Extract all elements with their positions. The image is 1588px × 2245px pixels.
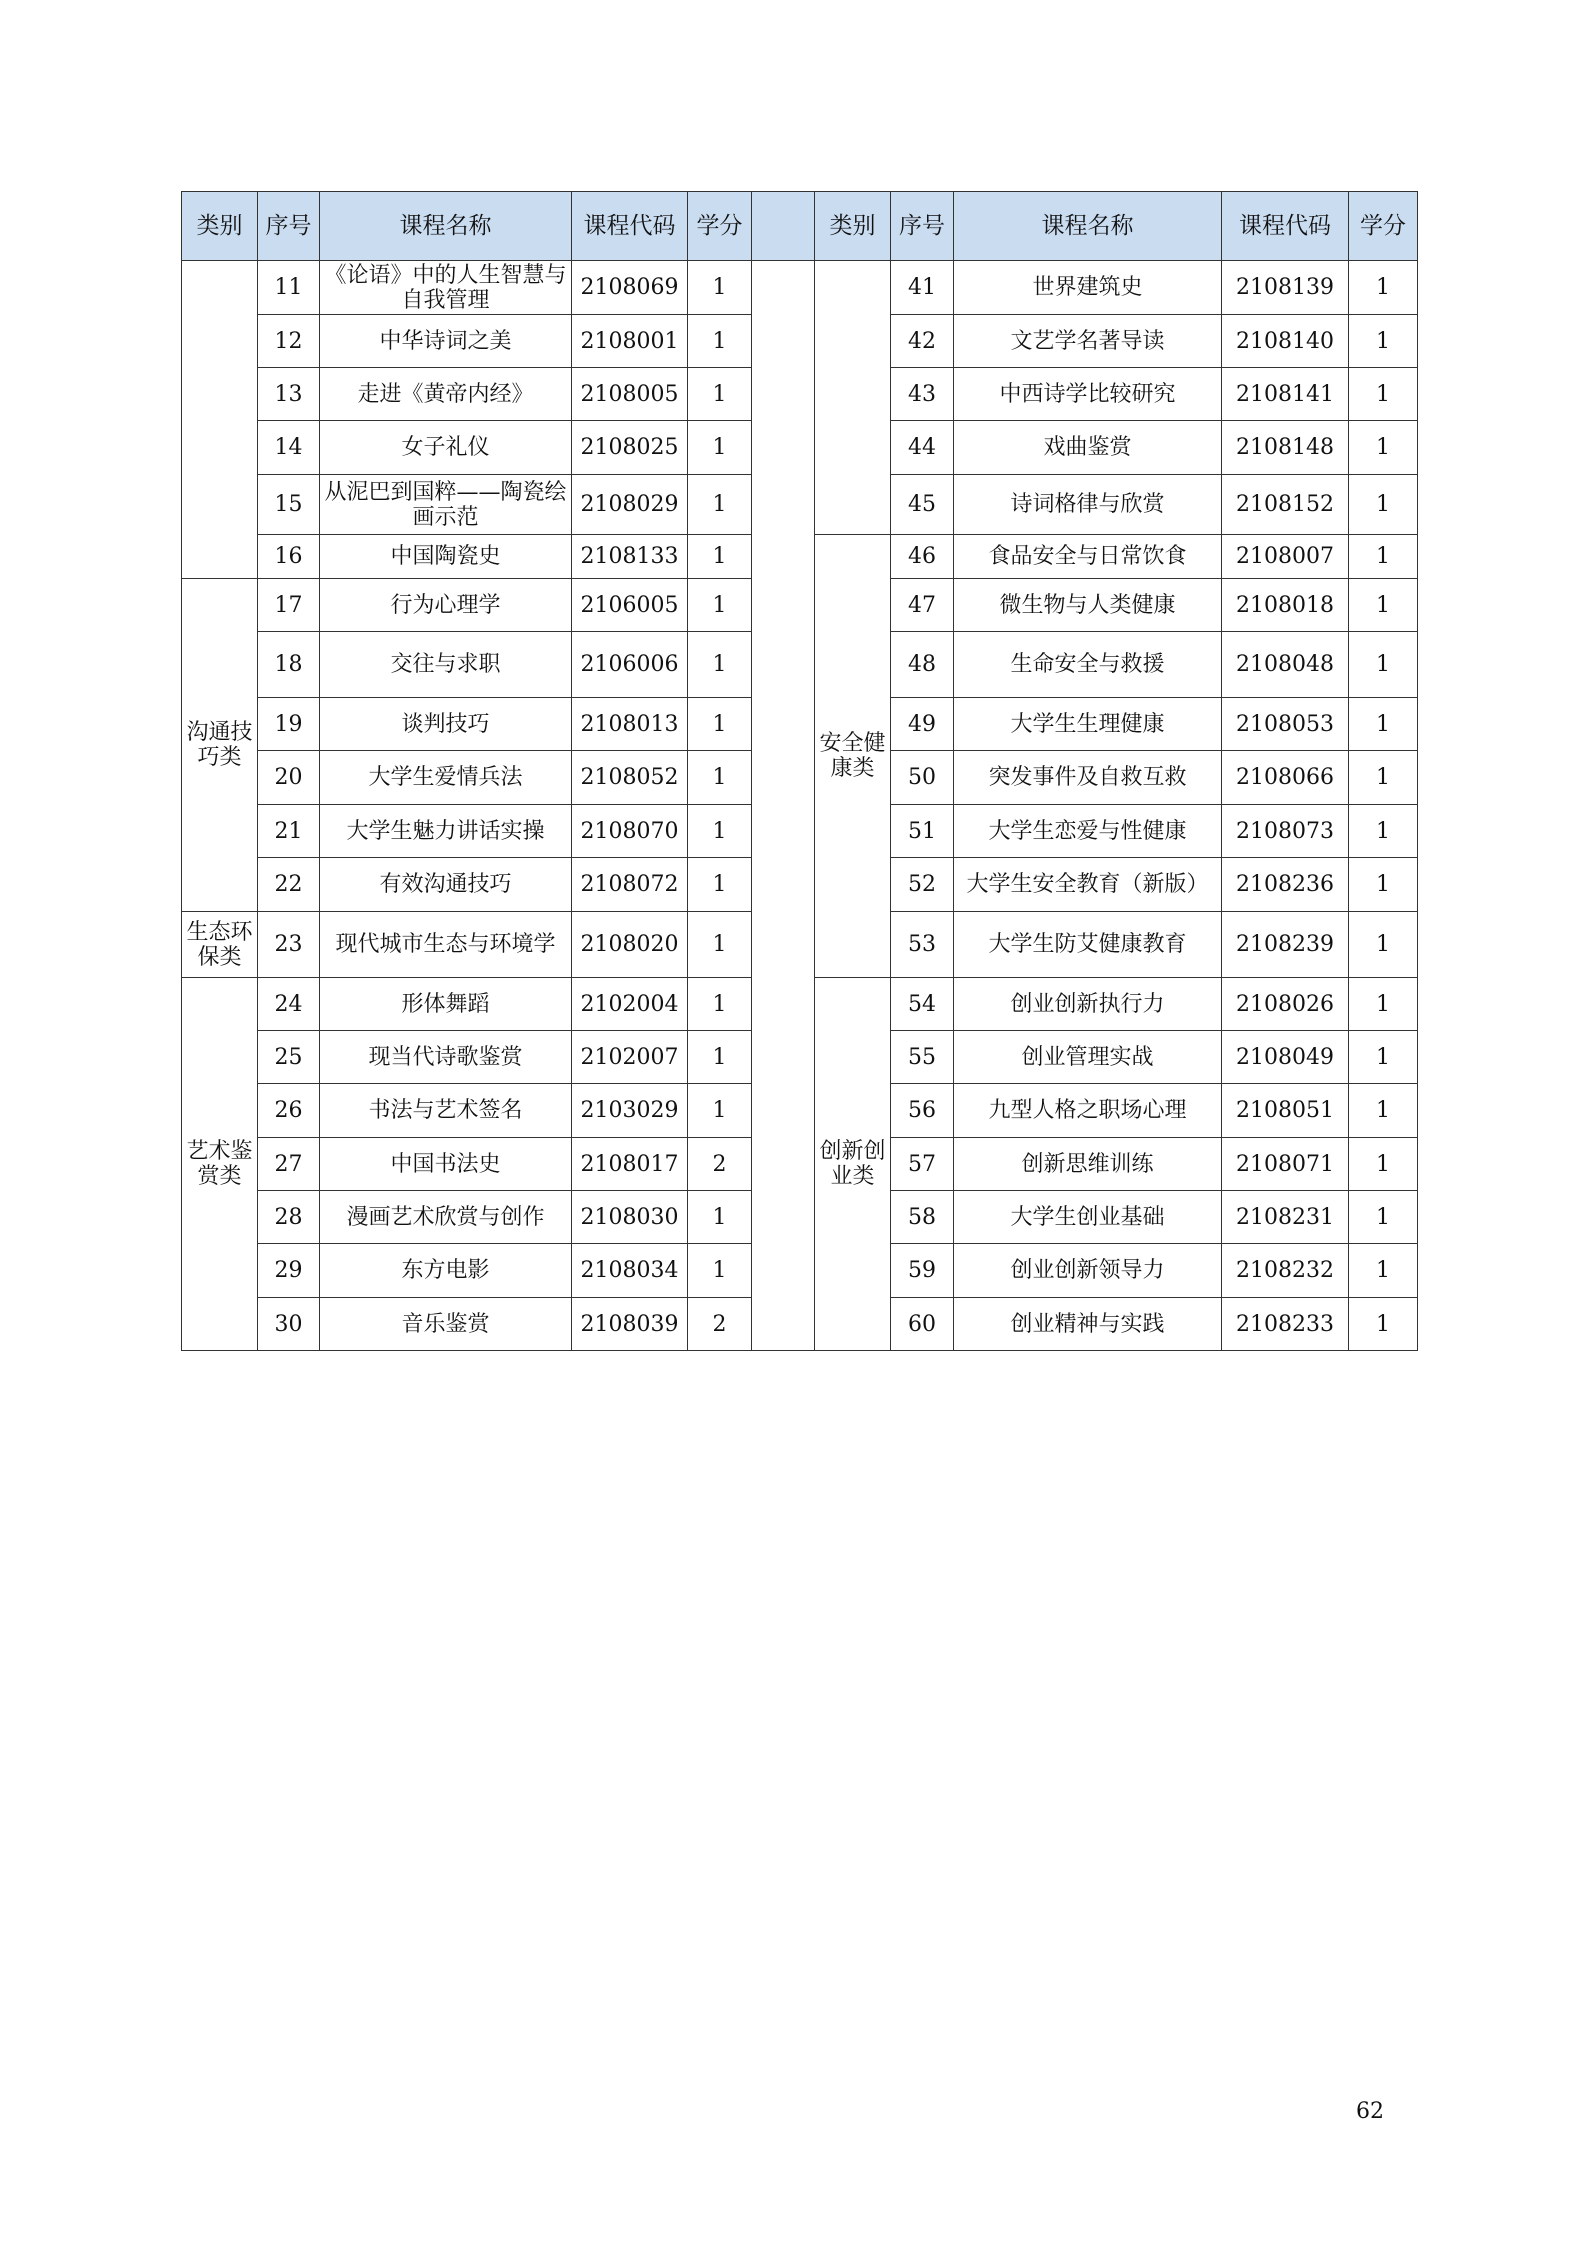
header-category: 类别 [815, 192, 891, 261]
course-number: 27 [258, 1138, 320, 1191]
course-code: 2108239 [1222, 912, 1349, 978]
course-number: 51 [891, 805, 954, 858]
category-safety: 安全健康类 [815, 535, 891, 978]
course-number: 58 [891, 1191, 954, 1244]
course-number: 57 [891, 1138, 954, 1191]
course-number: 15 [258, 475, 320, 535]
course-number: 56 [891, 1084, 954, 1138]
course-code: 2102004 [572, 978, 688, 1031]
course-name: 食品安全与日常饮食 [954, 535, 1222, 579]
course-code: 2108141 [1222, 368, 1349, 421]
header-seq: 序号 [258, 192, 320, 261]
course-number: 43 [891, 368, 954, 421]
course-number: 41 [891, 261, 954, 315]
course-credit: 1 [688, 475, 752, 535]
header-name: 课程名称 [954, 192, 1222, 261]
course-credit: 1 [1349, 1031, 1418, 1084]
course-code: 2108072 [572, 858, 688, 912]
course-credit: 1 [688, 632, 752, 698]
course-number: 12 [258, 315, 320, 368]
course-number: 28 [258, 1191, 320, 1244]
course-number: 13 [258, 368, 320, 421]
course-credit: 1 [688, 978, 752, 1031]
header-seq: 序号 [891, 192, 954, 261]
category-communication: 沟通技巧类 [182, 579, 258, 912]
course-code: 2108030 [572, 1191, 688, 1244]
course-code: 2108232 [1222, 1244, 1349, 1298]
course-code: 2108231 [1222, 1191, 1349, 1244]
course-name: 形体舞蹈 [320, 978, 572, 1031]
course-number: 21 [258, 805, 320, 858]
course-code: 2102007 [572, 1031, 688, 1084]
course-credit: 1 [1349, 1084, 1418, 1138]
course-name: 现当代诗歌鉴赏 [320, 1031, 572, 1084]
course-code: 2108233 [1222, 1298, 1349, 1351]
course-credit: 1 [688, 1031, 752, 1084]
course-name: 大学生恋爱与性健康 [954, 805, 1222, 858]
course-credit: 1 [688, 579, 752, 632]
course-credit: 1 [688, 751, 752, 805]
course-code: 2108053 [1222, 698, 1349, 751]
course-credit: 1 [688, 698, 752, 751]
course-code: 2108140 [1222, 315, 1349, 368]
course-credit: 1 [1349, 978, 1418, 1031]
page-number: 62 [1356, 2099, 1384, 2124]
course-name: 现代城市生态与环境学 [320, 912, 572, 978]
course-code: 2106006 [572, 632, 688, 698]
course-credit: 1 [1349, 1298, 1418, 1351]
course-credit: 1 [688, 315, 752, 368]
table-gap [752, 261, 815, 1351]
course-credit: 1 [1349, 805, 1418, 858]
course-code: 2108070 [572, 805, 688, 858]
course-number: 26 [258, 1084, 320, 1138]
header-code: 课程代码 [1222, 192, 1349, 261]
course-credit: 1 [1349, 421, 1418, 475]
course-credit: 1 [688, 421, 752, 475]
course-name: 九型人格之职场心理 [954, 1084, 1222, 1138]
course-name: 创业创新领导力 [954, 1244, 1222, 1298]
course-code: 2108073 [1222, 805, 1349, 858]
course-code: 2108152 [1222, 475, 1349, 535]
course-name: 女子礼仪 [320, 421, 572, 475]
course-name: 创新思维训练 [954, 1138, 1222, 1191]
course-code: 2108148 [1222, 421, 1349, 475]
course-code: 2108049 [1222, 1031, 1349, 1084]
course-credit: 1 [1349, 579, 1418, 632]
course-credit: 2 [688, 1138, 752, 1191]
course-number: 52 [891, 858, 954, 912]
course-code: 2108039 [572, 1298, 688, 1351]
course-code: 2108139 [1222, 261, 1349, 315]
course-credit: 1 [1349, 1191, 1418, 1244]
course-number: 22 [258, 858, 320, 912]
course-name: 书法与艺术签名 [320, 1084, 572, 1138]
course-name: 微生物与人类健康 [954, 579, 1222, 632]
course-code: 2108071 [1222, 1138, 1349, 1191]
course-code: 2108069 [572, 261, 688, 315]
course-name: 世界建筑史 [954, 261, 1222, 315]
category-art: 艺术鉴赏类 [182, 978, 258, 1351]
course-name: 戏曲鉴赏 [954, 421, 1222, 475]
course-credit: 1 [1349, 858, 1418, 912]
course-code: 2108051 [1222, 1084, 1349, 1138]
course-name: 生命安全与救援 [954, 632, 1222, 698]
course-name: 中国书法史 [320, 1138, 572, 1191]
course-name: 创业创新执行力 [954, 978, 1222, 1031]
course-number: 45 [891, 475, 954, 535]
course-number: 11 [258, 261, 320, 315]
course-credit: 1 [688, 1191, 752, 1244]
course-number: 24 [258, 978, 320, 1031]
header-credit: 学分 [688, 192, 752, 261]
course-name: 有效沟通技巧 [320, 858, 572, 912]
course-number: 59 [891, 1244, 954, 1298]
course-credit: 1 [1349, 698, 1418, 751]
course-code: 2108005 [572, 368, 688, 421]
table-row [182, 261, 1418, 315]
course-number: 55 [891, 1031, 954, 1084]
course-name: 大学生安全教育（新版） [954, 858, 1222, 912]
course-name: 诗词格律与欣赏 [954, 475, 1222, 535]
course-code: 2108066 [1222, 751, 1349, 805]
header-code: 课程代码 [572, 192, 688, 261]
header-gap [752, 192, 815, 261]
course-number: 49 [891, 698, 954, 751]
course-code: 2106005 [572, 579, 688, 632]
course-code: 2108034 [572, 1244, 688, 1298]
course-name: 行为心理学 [320, 579, 572, 632]
category-innovation: 创新创业类 [815, 978, 891, 1351]
course-name: 中华诗词之美 [320, 315, 572, 368]
course-name: 大学生防艾健康教育 [954, 912, 1222, 978]
course-credit: 1 [1349, 912, 1418, 978]
course-name: 从泥巴到国粹——陶瓷绘画示范 [320, 475, 572, 535]
course-number: 25 [258, 1031, 320, 1084]
course-number: 23 [258, 912, 320, 978]
course-code: 2108026 [1222, 978, 1349, 1031]
course-name: 交往与求职 [320, 632, 572, 698]
course-name: 大学生生理健康 [954, 698, 1222, 751]
course-number: 47 [891, 579, 954, 632]
category-eco: 生态环保类 [182, 912, 258, 978]
course-number: 50 [891, 751, 954, 805]
course-credit: 1 [1349, 1138, 1418, 1191]
course-number: 20 [258, 751, 320, 805]
course-name: 谈判技巧 [320, 698, 572, 751]
course-name: 大学生魅力讲话实操 [320, 805, 572, 858]
course-credit: 1 [688, 1084, 752, 1138]
course-code: 2108013 [572, 698, 688, 751]
header-row [182, 192, 1418, 261]
course-name: 音乐鉴赏 [320, 1298, 572, 1351]
course-credit: 1 [688, 912, 752, 978]
course-credit: 2 [688, 1298, 752, 1351]
course-code: 2108007 [1222, 535, 1349, 579]
course-number: 17 [258, 579, 320, 632]
course-credit: 1 [1349, 751, 1418, 805]
course-name: 大学生爱情兵法 [320, 751, 572, 805]
course-code: 2108020 [572, 912, 688, 978]
course-number: 16 [258, 535, 320, 579]
course-name: 大学生创业基础 [954, 1191, 1222, 1244]
course-number: 53 [891, 912, 954, 978]
course-name: 走进《黄帝内经》 [320, 368, 572, 421]
course-code: 2108133 [572, 535, 688, 579]
course-name: 文艺学名著导读 [954, 315, 1222, 368]
course-name: 《论语》中的人生智慧与自我管理 [320, 261, 572, 315]
course-credit: 1 [688, 535, 752, 579]
course-code: 2108001 [572, 315, 688, 368]
course-number: 54 [891, 978, 954, 1031]
course-code: 2108052 [572, 751, 688, 805]
course-name: 突发事件及自救互救 [954, 751, 1222, 805]
category-cell-empty [182, 261, 258, 579]
course-number: 60 [891, 1298, 954, 1351]
course-credit: 1 [688, 858, 752, 912]
course-number: 46 [891, 535, 954, 579]
course-code: 2108025 [572, 421, 688, 475]
course-number: 29 [258, 1244, 320, 1298]
course-credit: 1 [1349, 475, 1418, 535]
course-number: 18 [258, 632, 320, 698]
course-code: 2108029 [572, 475, 688, 535]
header-name: 课程名称 [320, 192, 572, 261]
course-credit: 1 [688, 805, 752, 858]
category-cell-empty [815, 261, 891, 535]
course-credit: 1 [688, 368, 752, 421]
course-credit: 1 [1349, 632, 1418, 698]
course-table [181, 191, 1418, 1351]
course-credit: 1 [1349, 315, 1418, 368]
course-number: 42 [891, 315, 954, 368]
header-credit: 学分 [1349, 192, 1418, 261]
course-code: 2108236 [1222, 858, 1349, 912]
course-number: 19 [258, 698, 320, 751]
course-credit: 1 [688, 1244, 752, 1298]
course-code: 2108017 [572, 1138, 688, 1191]
course-name: 漫画艺术欣赏与创作 [320, 1191, 572, 1244]
course-credit: 1 [1349, 1244, 1418, 1298]
course-number: 14 [258, 421, 320, 475]
course-number: 30 [258, 1298, 320, 1351]
header-category: 类别 [182, 192, 258, 261]
course-number: 44 [891, 421, 954, 475]
course-code: 2108048 [1222, 632, 1349, 698]
course-name: 中国陶瓷史 [320, 535, 572, 579]
course-name: 创业管理实战 [954, 1031, 1222, 1084]
course-credit: 1 [688, 261, 752, 315]
course-name: 创业精神与实践 [954, 1298, 1222, 1351]
course-name: 中西诗学比较研究 [954, 368, 1222, 421]
course-name: 东方电影 [320, 1244, 572, 1298]
course-code: 2108018 [1222, 579, 1349, 632]
course-credit: 1 [1349, 535, 1418, 579]
course-credit: 1 [1349, 368, 1418, 421]
course-code: 2103029 [572, 1084, 688, 1138]
course-credit: 1 [1349, 261, 1418, 315]
course-number: 48 [891, 632, 954, 698]
